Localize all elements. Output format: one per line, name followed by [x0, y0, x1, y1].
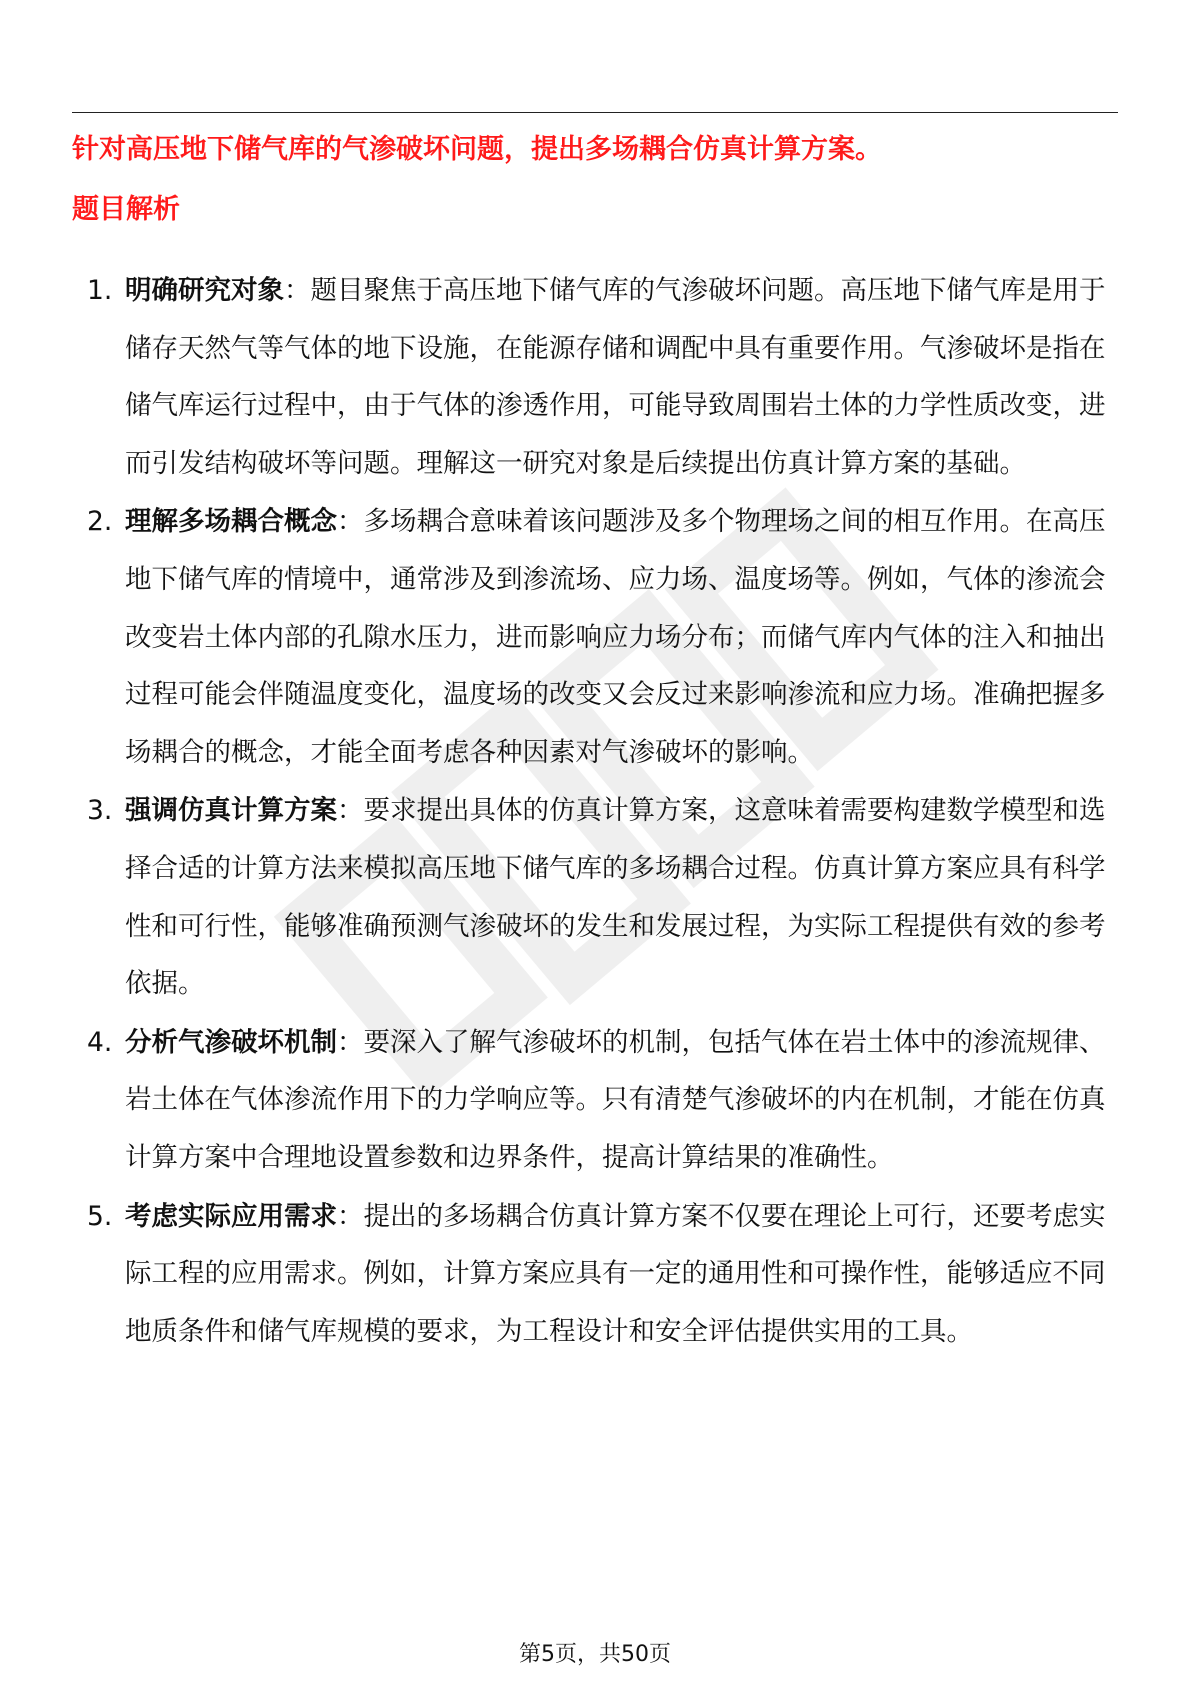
item-colon: ： — [337, 1200, 364, 1232]
item-number: 2. — [87, 506, 113, 538]
item-number: 5. — [87, 1200, 113, 1232]
item-title: 考虑实际应用需求 — [125, 1200, 337, 1232]
item-body: 题目聚焦于高压地下储气库的气渗破坏问题。高压地下储气库是用于储存天然气等气体的地下设施，在能源存储和调配中具有重要作用。气渗破坏是指在储气库运行过程中，由于气体的渗透作用，可能导致周围岩土体的力学性质改变，进而引发结构破坏等问题。理解这一研究对象是后续提出仿真计算方案的基础。 — [125, 275, 1106, 479]
analysis-item — [72, 782, 1112, 1012]
analysis-list — [72, 262, 1112, 1361]
analysis-item — [72, 262, 1112, 492]
item-body: 要深入了解气渗破坏的机制，包括气体在岩土体中的渗流规律、岩土体在气体渗流作用下的力学响应等。只有清楚气渗破坏的内在机制，才能在仿真计算方案中合理地设置参数和边界条件，提高计算结果的准确性。 — [125, 1026, 1106, 1173]
item-colon: ： — [337, 1026, 364, 1058]
item-title: 强调仿真计算方案 — [125, 795, 337, 827]
item-colon: ： — [284, 275, 311, 306]
item-colon: ： — [337, 795, 364, 827]
section-heading: 题目解析 — [72, 194, 180, 225]
page-number-footer: 第5页，共50页 — [519, 1642, 671, 1667]
analysis-item — [72, 493, 1112, 781]
item-body: 要求提出具体的仿真计算方案，这意味着需要构建数学模型和选择合适的计算方法来模拟高压地下储气库的多场耦合过程。仿真计算方案应具有科学性和可行性，能够准确预测气渗破坏的发生和发展过程，为实际工程提供有效的参考依据。 — [125, 795, 1106, 1000]
item-colon: ： — [337, 506, 364, 538]
item-title: 分析气渗破坏机制 — [125, 1026, 337, 1058]
item-body: 多场耦合意味着该问题涉及多个物理场之间的相互作用。在高压地下储气库的情境中，通常涉及到渗流场、应力场、温度场等。例如，气体的渗流会改变岩土体内部的孔隙水压力，进而影响应力场分布；而储气库内气体的注入和抽出过程可能会伴随温度变化，温度场的改变又会反过来影响渗流和应力场。准确把握多场耦合的概念，才能全面考虑各种因素对气渗破坏的影响。 — [125, 506, 1106, 768]
item-number: 1. — [87, 275, 113, 306]
analysis-item — [72, 1014, 1112, 1187]
item-title: 理解多场耦合概念 — [125, 506, 337, 538]
item-number: 3. — [87, 795, 113, 827]
item-title: 明确研究对象 — [125, 275, 284, 306]
analysis-item — [72, 1188, 1112, 1361]
item-number: 4. — [87, 1026, 113, 1058]
item-body: 提出的多场耦合仿真计算方案不仅要在理论上可行，还要考虑实际工程的应用需求。例如，计算方案应具有一定的通用性和可操作性，能够适应不同地质条件和储气库规模的要求，为工程设计和安全评估提供实用的工具。 — [125, 1200, 1106, 1347]
top-divider — [72, 112, 1118, 113]
question-title: 针对高压地下储气库的气渗破坏问题，提出多场耦合仿真计算方案。 — [72, 134, 882, 165]
